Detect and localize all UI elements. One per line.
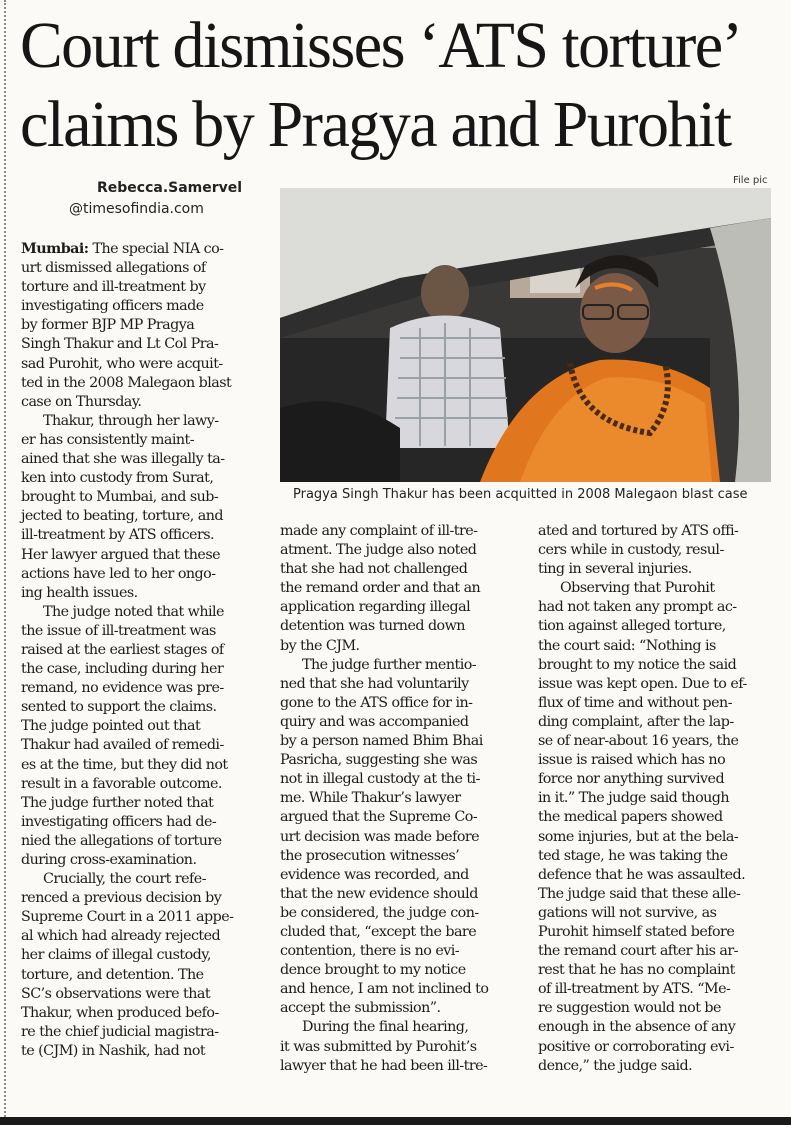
article-column-3 xyxy=(538,522,778,1076)
text-line: the remand court after his ar- xyxy=(538,943,738,960)
text-line: investigating officers had de- xyxy=(21,813,217,830)
byline-handle: @timesofindia.com xyxy=(69,201,204,217)
text-line: torture and ill-treatment by xyxy=(21,279,206,296)
text-line: investigating officers made xyxy=(21,298,204,315)
text-line: al which had already rejected xyxy=(21,928,221,945)
text-line: issue was kept open. Due to ef- xyxy=(538,675,747,692)
text-line: Thakur, when produced befo- xyxy=(21,1004,219,1021)
text-line: tion against alleged torture, xyxy=(538,618,726,635)
text-line: Supreme Court in a 2011 appe- xyxy=(21,909,234,926)
text-line: it was submitted by Purohit’s xyxy=(280,1038,477,1055)
paragraph xyxy=(21,870,271,1061)
text-line: by a person named Bhim Bhai xyxy=(280,733,483,750)
text-line: her claims of illegal custody, xyxy=(21,947,211,964)
text-line: torture, and detention. The xyxy=(21,966,204,983)
text-line: The judge noted that while xyxy=(43,603,224,620)
text-line: ding complaint, after the lap- xyxy=(538,713,734,730)
text-line: quiry and was accompanied xyxy=(280,713,469,730)
text-line: ted in the 2008 Malegaon blast xyxy=(21,374,232,391)
text-line: positive or corroborating evi- xyxy=(538,1038,734,1055)
text-line: by the CJM. xyxy=(280,637,360,654)
text-line xyxy=(21,240,271,259)
byline-author: Rebecca.Samervel xyxy=(97,180,243,196)
text-line: actions have led to her ongo- xyxy=(21,565,216,582)
text-line: had not taken any prompt ac- xyxy=(538,599,737,616)
text-line: flux of time and without pen- xyxy=(538,694,733,711)
text-line: sad Purohit, who were acquit- xyxy=(21,355,223,372)
paragraph xyxy=(21,603,271,870)
text-line: brought to Mumbai, and sub- xyxy=(21,489,219,506)
text-line: by former BJP MP Pragya xyxy=(21,317,195,334)
text-line: evidence was recorded, and xyxy=(280,866,469,883)
paragraph xyxy=(280,522,528,656)
text-line: issue is raised which has no xyxy=(538,752,726,769)
text-line: renced a previous decision by xyxy=(21,890,222,907)
text-line: argued that the Supreme Co- xyxy=(280,809,478,826)
text-line: cluded that, “except the bare xyxy=(280,923,477,940)
text-line: the medical papers showed xyxy=(538,809,723,826)
text-line: force nor anything survived xyxy=(538,771,725,788)
text-line: Observing that Purohit xyxy=(560,580,715,597)
text-line: me. While Thakur’s lawyer xyxy=(280,790,461,807)
text-line: Thakur had availed of remedi- xyxy=(21,737,224,754)
text-line: The judge said that these alle- xyxy=(538,885,741,902)
text-line-fragment: The special NIA co- xyxy=(88,241,224,257)
text-line: The judge pointed out that xyxy=(21,718,201,735)
text-line: that the new evidence should xyxy=(280,885,478,902)
text-line: nied the allegations of torture xyxy=(21,832,222,849)
article-column-1 xyxy=(21,240,271,1061)
text-line: During the final hearing, xyxy=(302,1019,469,1036)
text-line: se of near-about 16 years, the xyxy=(538,733,739,750)
photo-credit: File pic xyxy=(733,175,768,186)
text-line: ken into custody from Surat, xyxy=(21,470,214,487)
headline-line-1: Court dismisses ‘ATS torture’ xyxy=(20,9,742,82)
page-edge-dotted-line xyxy=(4,0,6,1125)
text-line: during cross-examination. xyxy=(21,852,197,868)
text-line: jected to beating, torture, and xyxy=(21,508,223,525)
text-line: case on Thursday. xyxy=(21,393,142,410)
text-line: re suggestion would not be xyxy=(538,1000,721,1017)
text-line: The judge further mentio- xyxy=(302,656,477,673)
text-line: Purohit himself stated before xyxy=(538,923,735,940)
text-line: lawyer that he had been ill-tre- xyxy=(280,1057,488,1074)
text-line: rest that he has no complaint xyxy=(538,962,735,979)
text-line: atment. The judge also noted xyxy=(280,542,477,559)
text-line: some injuries, but at the bela- xyxy=(538,828,739,845)
text-line: Thakur, through her lawy- xyxy=(43,412,219,429)
bottom-rule xyxy=(0,1117,791,1125)
paragraph xyxy=(21,240,271,412)
text-line: be considered, the judge con- xyxy=(280,904,479,921)
text-line: detention was turned down xyxy=(280,618,465,635)
text-line: Crucially, the court refe- xyxy=(43,871,206,888)
paragraph xyxy=(538,522,778,579)
text-line: Her lawyer argued that these xyxy=(21,546,221,563)
text-line: the case, including during her xyxy=(21,661,224,678)
text-line: ned that she had voluntarily xyxy=(280,675,469,692)
paragraph xyxy=(280,656,528,1019)
text-line: Singh Thakur and Lt Col Pra- xyxy=(21,336,219,353)
text-line: dence,” the judge said. xyxy=(538,1057,693,1074)
text-line: the issue of ill-treatment was xyxy=(21,622,216,639)
text-line: and hence, I am not inclined to xyxy=(280,981,489,998)
text-line: contention, there is no evi- xyxy=(280,943,460,960)
paragraph xyxy=(21,412,271,603)
text-line: result in a favorable outcome. xyxy=(21,775,222,792)
text-line: dence brought to my notice xyxy=(280,962,466,979)
text-line: of ill-treatment by ATS. “Me- xyxy=(538,981,731,998)
text-line: in it.” The judge said though xyxy=(538,790,730,807)
text-line: urt dismissed allegations of xyxy=(21,260,206,277)
headline xyxy=(20,6,757,164)
text-line: gone to the ATS office for in- xyxy=(280,694,473,711)
text-line: sented to support the claims. xyxy=(21,699,217,716)
text-line: application regarding illegal xyxy=(280,599,471,616)
dateline: Mumbai: xyxy=(21,241,89,257)
text-line: ill-treatment by ATS officers. xyxy=(21,527,215,544)
text-line: cers while in custody, resul- xyxy=(538,542,724,559)
text-line: the remand order and that an xyxy=(280,580,481,597)
text-line: ated and tortured by ATS offi- xyxy=(538,523,739,539)
text-line: SC’s observations were that xyxy=(21,985,211,1002)
text-line: urt decision was made before xyxy=(280,828,480,845)
text-line: enough in the absence of any xyxy=(538,1019,736,1036)
text-line: Pasricha, suggesting she was xyxy=(280,752,478,769)
text-line: that she had not challenged xyxy=(280,561,468,578)
paragraph xyxy=(280,1018,528,1075)
text-line: accept the submission”. xyxy=(280,1000,441,1017)
text-line: er has consistently maint- xyxy=(21,431,195,448)
paragraph xyxy=(538,579,778,1075)
text-line: re the chief judicial magistra- xyxy=(21,1023,219,1040)
text-line: brought to my notice the said xyxy=(538,656,737,673)
text-line: ing health issues. xyxy=(21,584,138,601)
news-photo xyxy=(280,188,771,482)
text-line: remand, no evidence was pre- xyxy=(21,680,224,697)
text-line: the court said: “Nothing is xyxy=(538,637,716,654)
text-line: gations will not survive, as xyxy=(538,904,717,921)
text-line: ted stage, he was taking the xyxy=(538,847,728,864)
text-line: not in illegal custody at the ti- xyxy=(280,771,480,788)
photo-caption: Pragya Singh Thakur has been acquitted in 2008 Malegaon blast case xyxy=(293,487,748,502)
text-line: the prosecution witnesses’ xyxy=(280,847,460,864)
text-line: The judge further noted that xyxy=(21,794,214,811)
text-line: ained that she was illegally ta- xyxy=(21,451,225,468)
text-line: raised at the earliest stages of xyxy=(21,641,224,658)
text-line: ting in several injuries. xyxy=(538,561,692,578)
article-column-2 xyxy=(280,522,528,1076)
car-scene-illustration xyxy=(280,188,771,482)
headline-line-2: claims by Pragya and Purohit xyxy=(20,88,731,161)
text-line: defence that he was assaulted. xyxy=(538,866,746,883)
text-line: te (CJM) in Nashik, had not xyxy=(21,1042,206,1059)
text-line: es at the time, but they did not xyxy=(21,756,228,773)
text-line: made any complaint of ill-tre- xyxy=(280,523,478,539)
